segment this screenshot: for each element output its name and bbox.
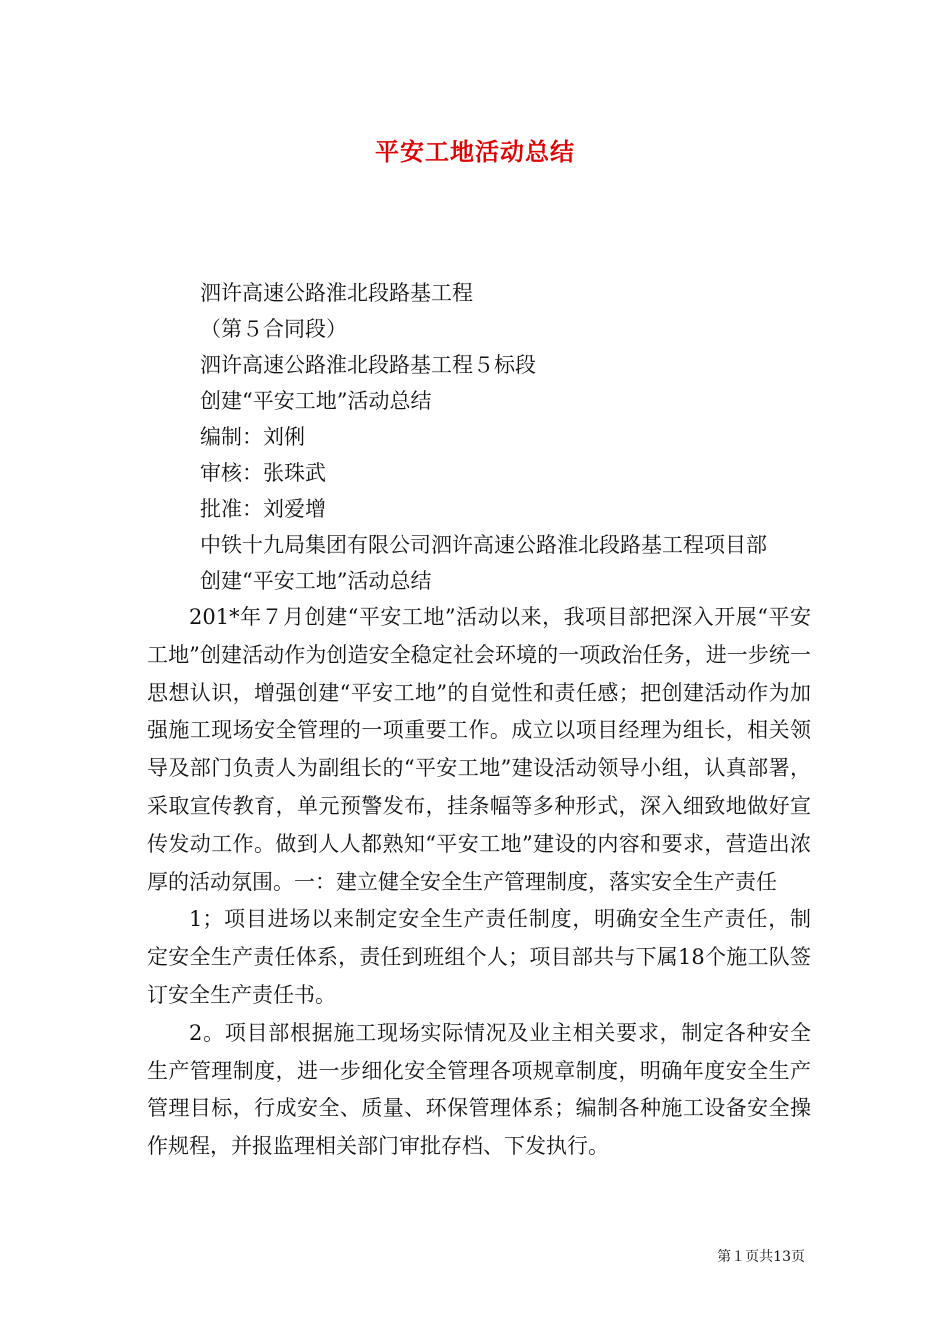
header-line-project: 泗许高速公路淮北段路基工程	[200, 281, 473, 305]
header-block	[200, 275, 840, 599]
header-line-reviewed-by: 审核：张珠武	[200, 461, 326, 485]
paragraph-intro: 201*年７月创建“平安工地”活动以来，我项目部把深入开展“平安工地”创建活动作为创造安全稳定社会环境的一项政治任务，进一步统一思想认识，增强创建“平安工地”的自觉性和责任感；把创建活动作为加强施工现场安全管理的一项重要工作。成立以项目经理为组长，相关领导及部门负责人为副组长的“平安工地”建设活动领导小组，认真部署，采取宣传教育，单元预警发布，挂条幅等多种形式，深入细致地做好宣传发动工作。做到人人都熟知“平安工地”建设的内容和要求，营造出浓厚的活动氛围。一：建立健全安全生产管理制度，落实安全生产责任	[147, 605, 811, 894]
header-line-subject: 创建“平安工地”活动总结	[200, 389, 432, 413]
paragraph-item-1: 1；项目进场以来制定安全生产责任制度，明确安全生产责任，制定安全生产责任体系，责任到班组个人；项目部共与下属18个施工队签订安全生产责任书。	[147, 907, 811, 1007]
header-line-approved-by: 批准：刘爱增	[200, 497, 326, 521]
header-line-compiled-by: 编制：刘俐	[200, 425, 305, 449]
header-line-organization: 中铁十九局集团有限公司泗许高速公路淮北段路基工程项目部	[200, 533, 767, 557]
page-number-footer: 第１页共13页	[717, 1249, 805, 1265]
header-line-contract: （第５合同段）	[200, 317, 347, 341]
header-line-section: 泗许高速公路淮北段路基工程５标段	[200, 353, 536, 377]
body-text	[147, 599, 811, 1166]
header-line-summary-title: 创建“平安工地”活动总结	[200, 569, 432, 593]
document-title: 平安工地活动总结	[375, 137, 575, 166]
paragraph-item-2: 2。项目部根据施工现场实际情况及业主相关要求，制定各种安全生产管理制度，进一步细化安全管理各项规章制度，明确年度安全生产管理目标，行成安全、质量、环保管理体系；编制各种施工设备安全操作规程，并报监理相关部门审批存档、下发执行。	[147, 1020, 811, 1159]
